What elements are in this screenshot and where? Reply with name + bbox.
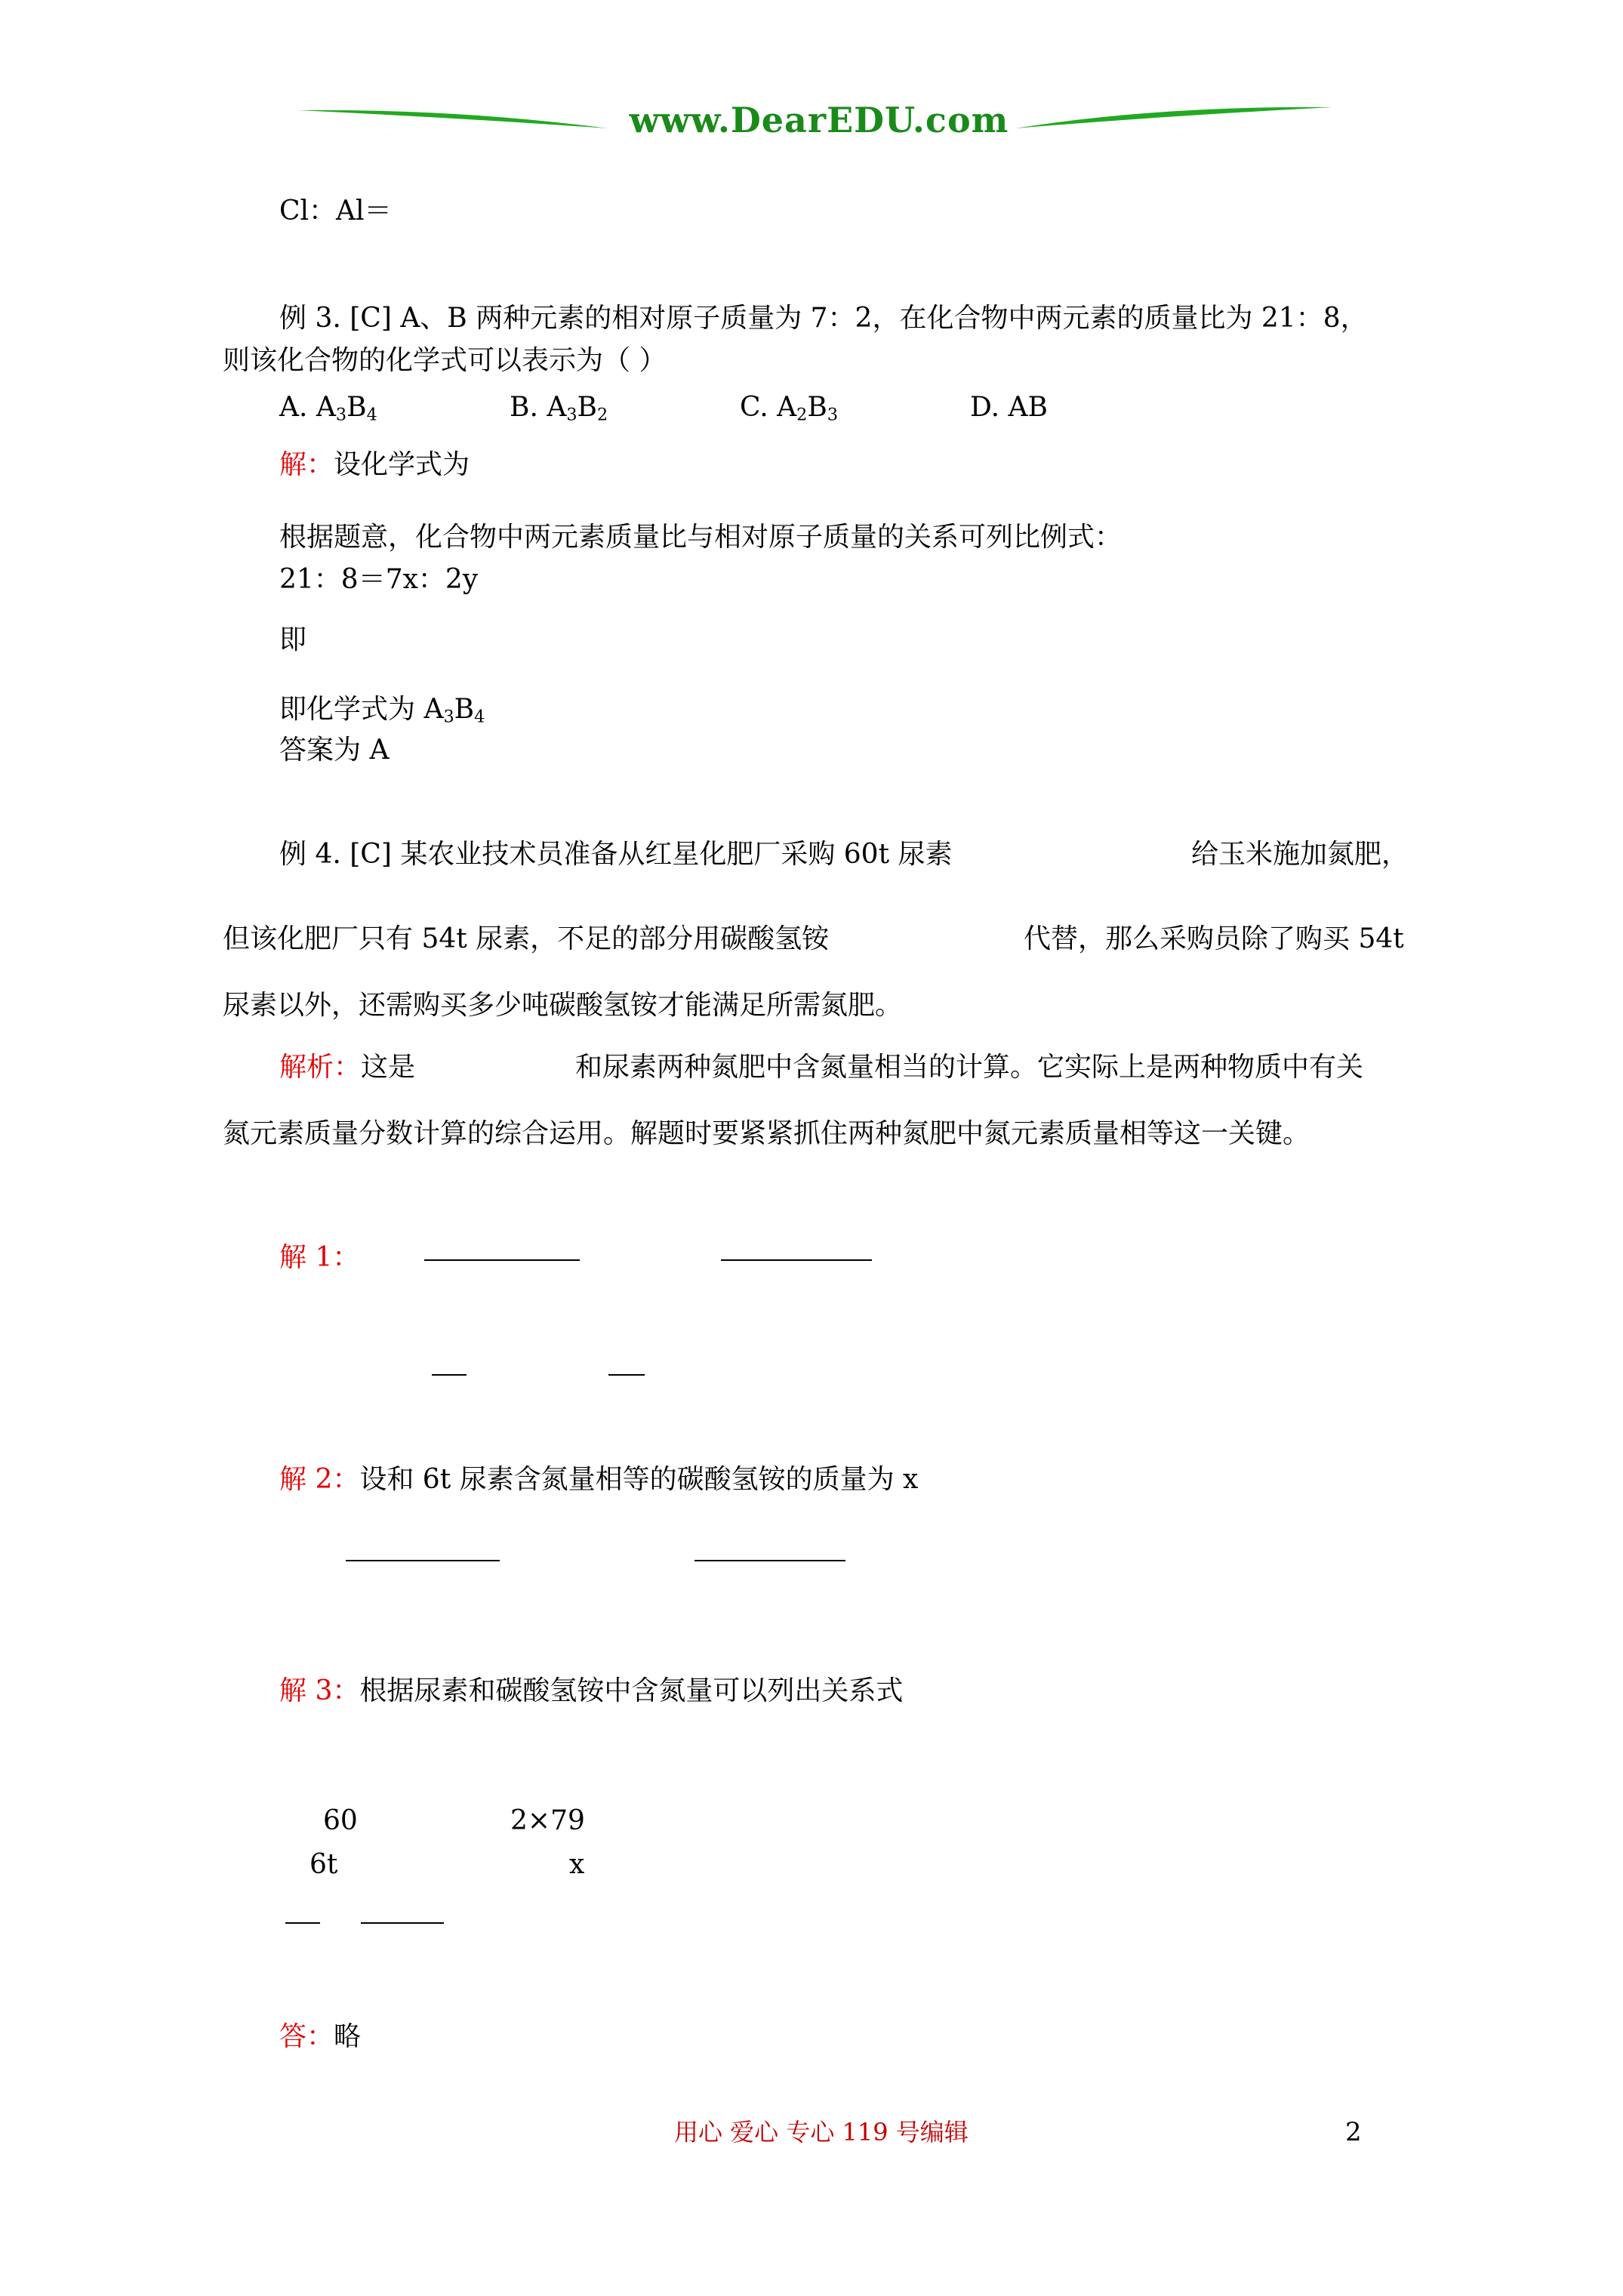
ex3-question-line1: 例 3. [C] A、B 两种元素的相对原子质量为 7：2，在化合物中两元素的质量比为 21：8， xyxy=(279,303,1368,334)
footer-text: 用心 爱心 专心 119 号编辑 xyxy=(674,2118,969,2147)
ex4-question-line1b: 给玉米施加氮肥， xyxy=(1191,839,1409,870)
header-logo xyxy=(291,95,1340,145)
ex3-option-c: C. $A_2B_3$ xyxy=(740,392,839,425)
analysis-label: 解析： xyxy=(279,1052,362,1083)
relation-6t: 6t xyxy=(310,1849,338,1880)
fraction-bar xyxy=(432,1374,467,1376)
fraction-bar xyxy=(608,1374,645,1376)
cl-al-line: Cl：Al＝ xyxy=(279,196,392,227)
ex4-analysis-line2: 氮元素质量分数计算的综合运用。解题时要紧紧抓住两种氮肥中氮元素质量相等这一关键。 xyxy=(223,1118,1310,1149)
page-number: 2 xyxy=(1345,2117,1362,2147)
ex3-question-line2: 则该化合物的化学式可以表示为（ ） xyxy=(223,345,667,376)
solution3-label: 解 3： xyxy=(279,1675,360,1706)
solution3-line: 解 3：根据尿素和碳酸氢铵中含氮量可以列出关系式 xyxy=(279,1675,904,1706)
ex3-ji-line: 即 xyxy=(279,624,307,655)
ex4-question-line1a: 例 4. [C] 某农业技术员准备从红星化肥厂采购 60t 尿素 xyxy=(279,839,953,870)
ex4-analysis-line1a: 解析：这是 xyxy=(279,1052,416,1083)
ex3-option-d: D. AB xyxy=(970,392,1048,423)
solution2-line: 解 2：设和 6t 尿素含氮量相等的碳酸氢铵的质量为 x xyxy=(279,1464,919,1495)
relation-x: x xyxy=(569,1849,585,1880)
solution-label: 解： xyxy=(279,449,334,480)
ex3-option-a: A. $A_3B_4$ xyxy=(279,392,377,425)
fraction-bar xyxy=(694,1560,845,1561)
ex4-question-line3: 尿素以外，还需购买多少吨碳酸氢铵才能满足所需氮肥。 xyxy=(223,990,903,1021)
ex3-solution: 解：设化学式为 xyxy=(279,449,470,480)
logo-text: www.DearEDU.com xyxy=(629,100,1009,140)
fraction-bar xyxy=(346,1560,500,1561)
ex3-basis-line: 根据题意，化合物中两元素质量比与相对原子质量的关系可列比例式： xyxy=(279,522,1123,553)
fraction-bar xyxy=(721,1259,872,1261)
fraction-bar xyxy=(424,1259,580,1261)
ex3-option-b: B. $A_3B_2$ xyxy=(510,392,608,425)
ex3-formula-line: 即化学式为 $A_3B_4$ xyxy=(279,694,485,727)
relation-60: 60 xyxy=(323,1805,358,1836)
fraction-bar xyxy=(285,1922,320,1924)
final-answer: 答：略 xyxy=(279,2021,362,2052)
fraction-bar xyxy=(361,1922,444,1924)
solution2-label: 解 2： xyxy=(279,1464,360,1495)
ex3-answer-line: 答案为 A xyxy=(279,735,390,766)
ex3-ratio-line: 21：8＝7x：2y xyxy=(279,564,479,595)
answer-label: 答： xyxy=(279,2021,334,2052)
solution1-label: 解 1： xyxy=(279,1242,360,1273)
ex4-analysis-line1b: 和尿素两种氮肥中含氮量相当的计算。它实际上是两种物质中有关 xyxy=(575,1052,1364,1083)
ex4-question-line2b: 代替，那么采购员除了购买 54t xyxy=(1024,923,1404,954)
relation-2x79: 2×79 xyxy=(510,1805,585,1836)
ex4-question-line2a: 但该化肥厂只有 54t 尿素，不足的部分用碳酸氢铵 xyxy=(223,923,830,954)
